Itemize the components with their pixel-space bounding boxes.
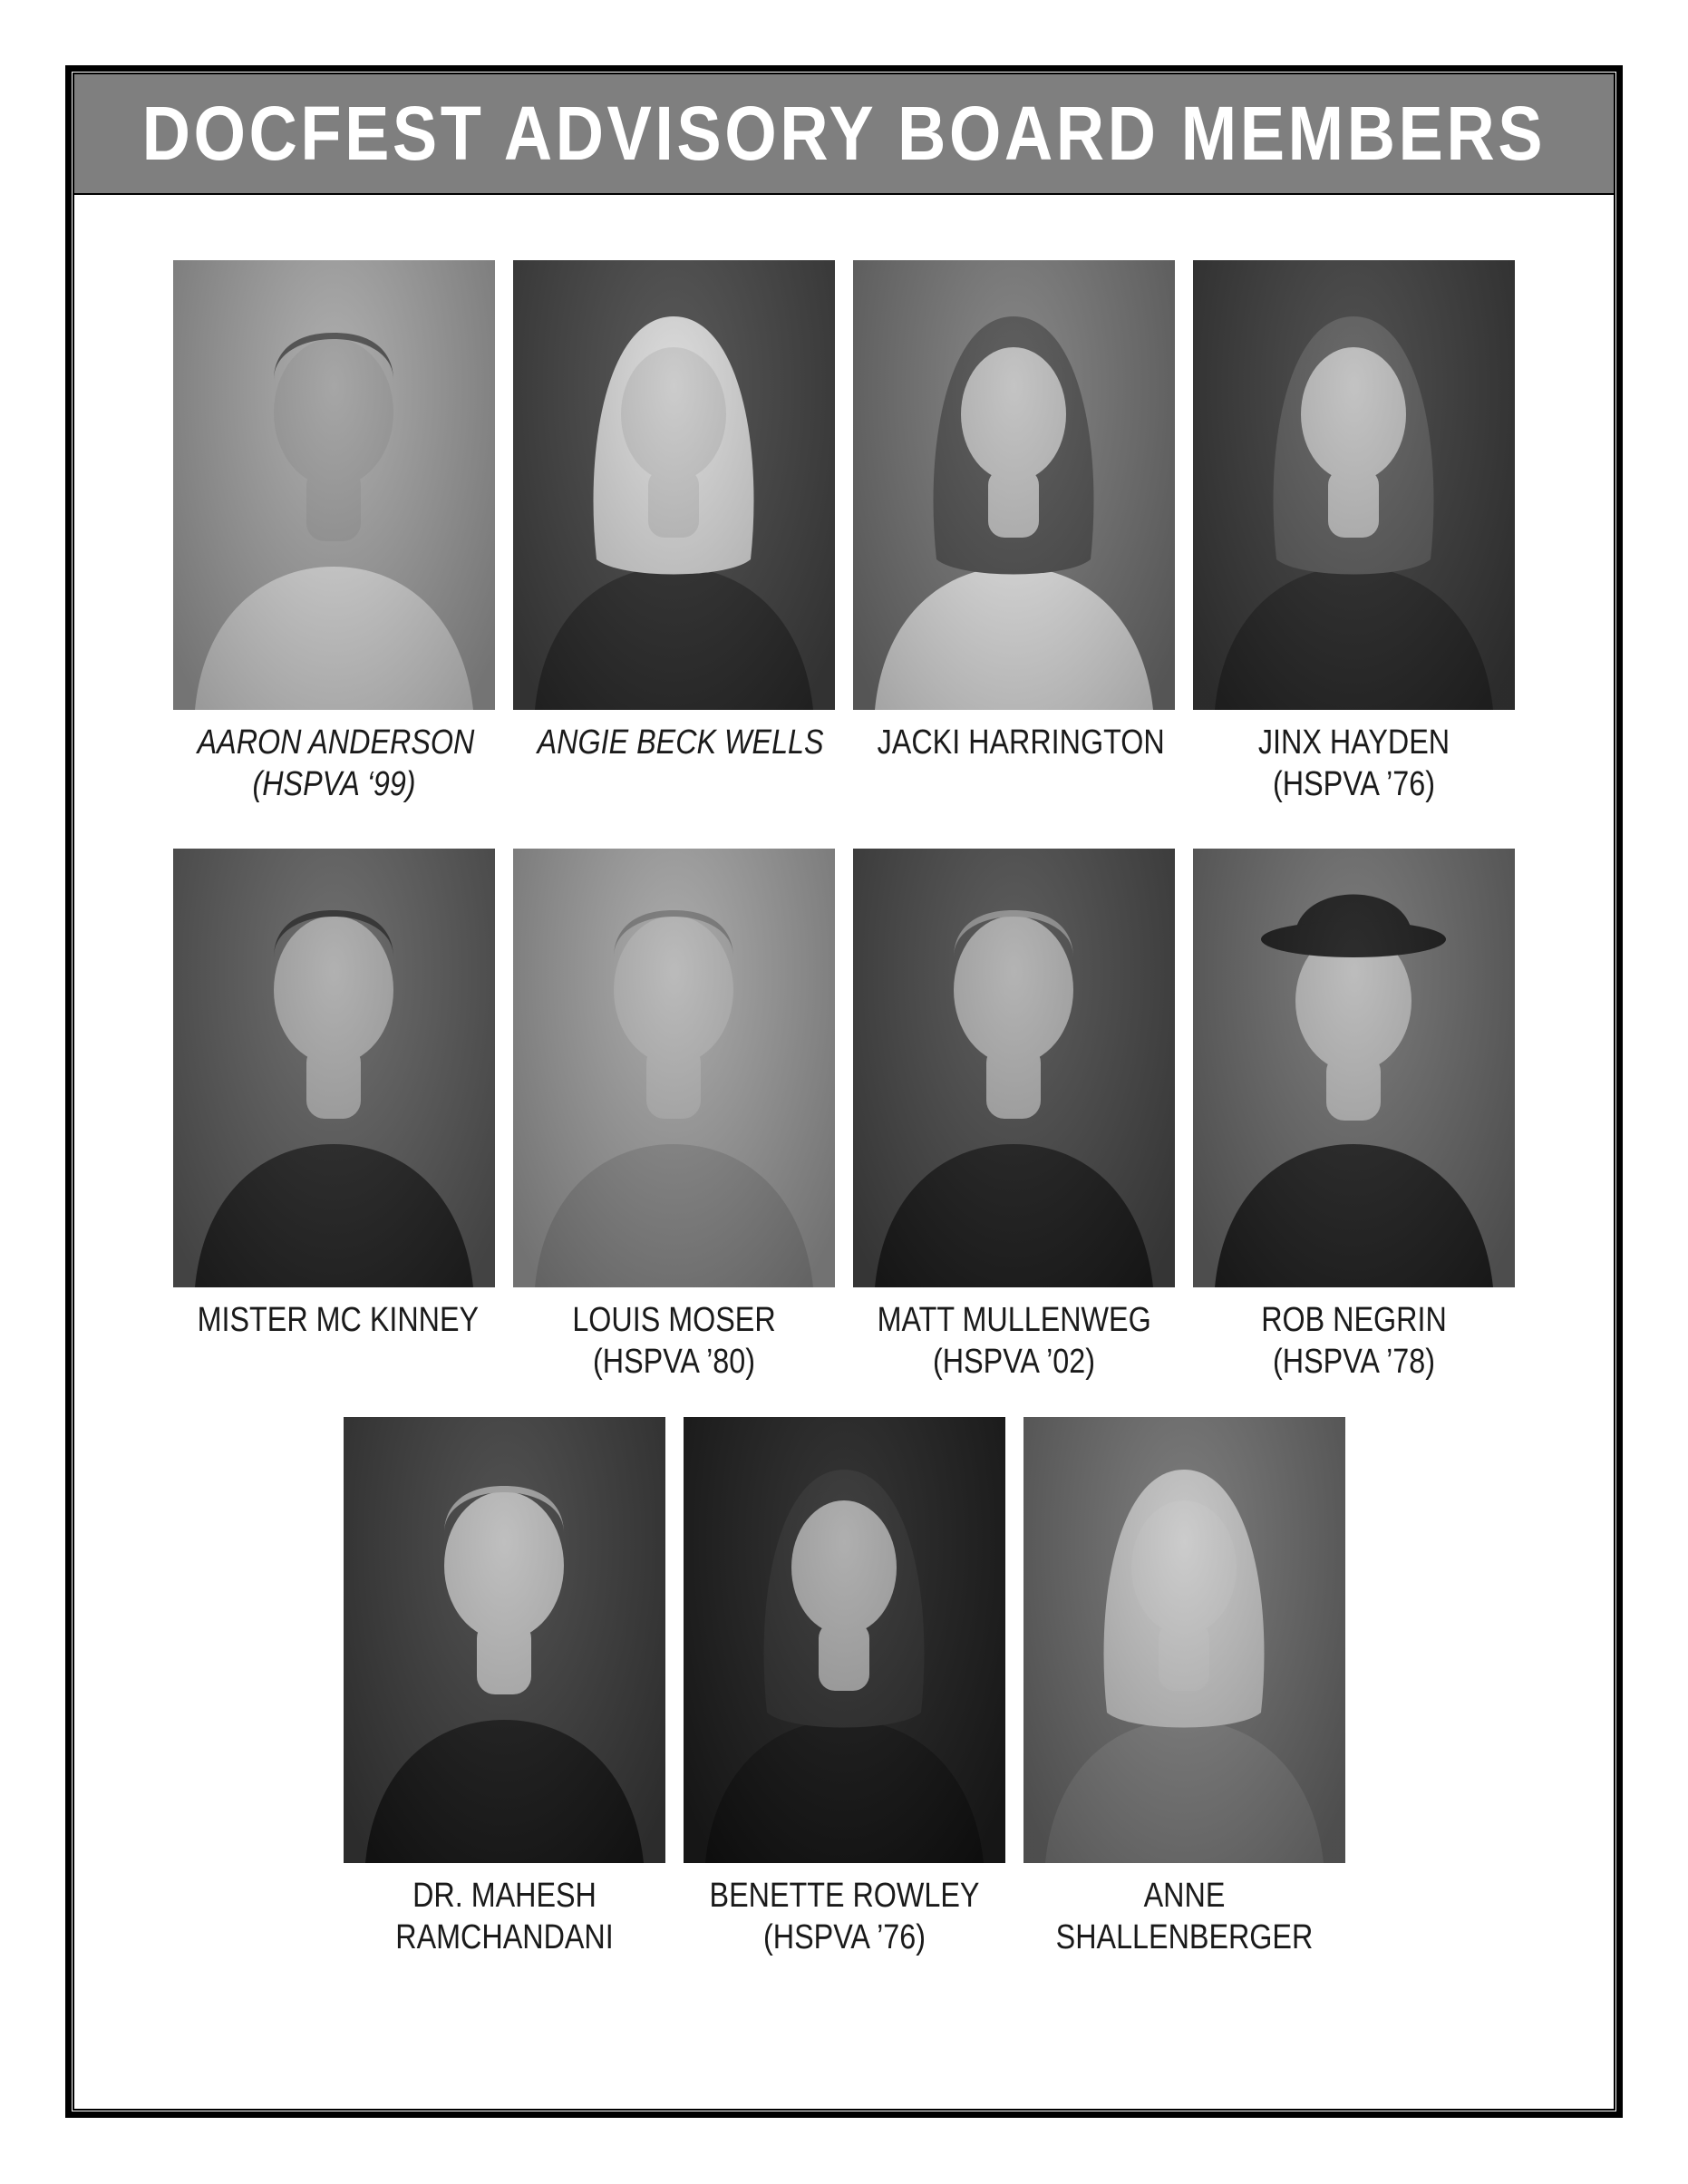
person-silhouette-icon	[344, 1417, 665, 1863]
member-name-line2: (HSPVA ’02)	[933, 1343, 1095, 1381]
member-name-line2	[198, 1341, 471, 1383]
board-members-row-2	[0, 849, 1688, 1383]
member-card-louis-moser	[513, 849, 835, 1383]
member-portrait-photo	[1023, 1417, 1345, 1863]
member-card-mahesh-ramchandani	[344, 1417, 665, 1958]
member-card-jinx-hayden	[1193, 260, 1515, 805]
member-name	[197, 722, 475, 805]
member-name-line2	[878, 763, 1151, 805]
member-name	[878, 1299, 1151, 1383]
member-name-line1: DR. MAHESH	[412, 1877, 597, 1915]
member-name-line2: (HSPVA ’80)	[593, 1343, 755, 1381]
member-name	[707, 1875, 981, 1958]
member-name-line1: LOUIS MOSER	[572, 1301, 776, 1339]
member-card-mister-mc-kinney	[173, 849, 495, 1383]
member-card-aaron-anderson	[173, 260, 495, 805]
member-name-line2	[538, 763, 811, 805]
member-name-line1: BENETTE ROWLEY	[709, 1877, 979, 1915]
member-name-line1: ANNE	[1143, 1877, 1225, 1915]
member-portrait-photo	[173, 260, 495, 710]
member-card-rob-negrin	[1193, 849, 1515, 1383]
member-card-jacki-harrington	[853, 260, 1175, 805]
person-silhouette-icon	[684, 1417, 1005, 1863]
person-silhouette-icon	[173, 849, 495, 1287]
member-name	[538, 1299, 811, 1383]
member-portrait-photo	[513, 849, 835, 1287]
member-portrait-photo	[853, 260, 1175, 710]
member-portrait-photo	[344, 1417, 665, 1863]
member-name-line1: JACKI HARRINGTON	[877, 723, 1165, 762]
member-name	[1217, 722, 1491, 805]
member-portrait-photo	[173, 849, 495, 1287]
member-name	[537, 722, 824, 805]
member-name-line1: AARON ANDERSON	[197, 723, 475, 762]
person-silhouette-icon	[513, 849, 835, 1287]
person-silhouette-icon	[1193, 260, 1515, 710]
member-name	[367, 1875, 641, 1958]
member-name-line1: MISTER MC KINNEY	[197, 1301, 480, 1339]
member-portrait-photo	[513, 260, 835, 710]
person-silhouette-icon	[853, 260, 1175, 710]
member-name	[877, 722, 1165, 805]
board-members-row-3	[0, 1417, 1688, 1958]
member-portrait-photo	[1193, 849, 1515, 1287]
member-name	[1217, 1299, 1491, 1383]
member-name-line2: RAMCHANDANI	[394, 1918, 614, 1956]
member-card-anne-shallenberger	[1023, 1417, 1345, 1958]
member-card-matt-mullenweg	[853, 849, 1175, 1383]
member-name	[197, 1299, 480, 1383]
member-portrait-photo	[853, 849, 1175, 1287]
member-name-line2: SHALLENBERGER	[1055, 1918, 1313, 1956]
member-name-line2: (HSPVA ’76)	[762, 1918, 926, 1956]
person-silhouette-icon	[513, 260, 835, 710]
member-name-line2: (HSPVA ’76)	[1273, 765, 1435, 803]
board-members-row-1	[0, 260, 1688, 805]
member-card-benette-rowley	[684, 1417, 1005, 1958]
member-name-line1: ANGIE BECK WELLS	[537, 723, 824, 762]
member-name	[1047, 1875, 1321, 1958]
member-portrait-photo	[1193, 260, 1515, 710]
page-title: DOCFEST ADVISORY BOARD MEMBERS	[141, 91, 1547, 176]
member-name-line1: ROB NEGRIN	[1261, 1301, 1447, 1339]
member-name-line1: MATT MULLENWEG	[877, 1301, 1151, 1339]
person-silhouette-icon	[1023, 1417, 1345, 1863]
member-name-line2: (HSPVA ’78)	[1273, 1343, 1435, 1381]
member-card-angie-beck-wells	[513, 260, 835, 805]
title-banner	[74, 74, 1614, 195]
person-silhouette-icon	[853, 849, 1175, 1287]
member-name-line2: (HSPVA ‘99)	[252, 765, 416, 803]
member-name-line1: JINX HAYDEN	[1257, 723, 1450, 762]
person-silhouette-icon	[173, 260, 495, 710]
member-portrait-photo	[684, 1417, 1005, 1863]
person-silhouette-icon	[1193, 849, 1515, 1287]
